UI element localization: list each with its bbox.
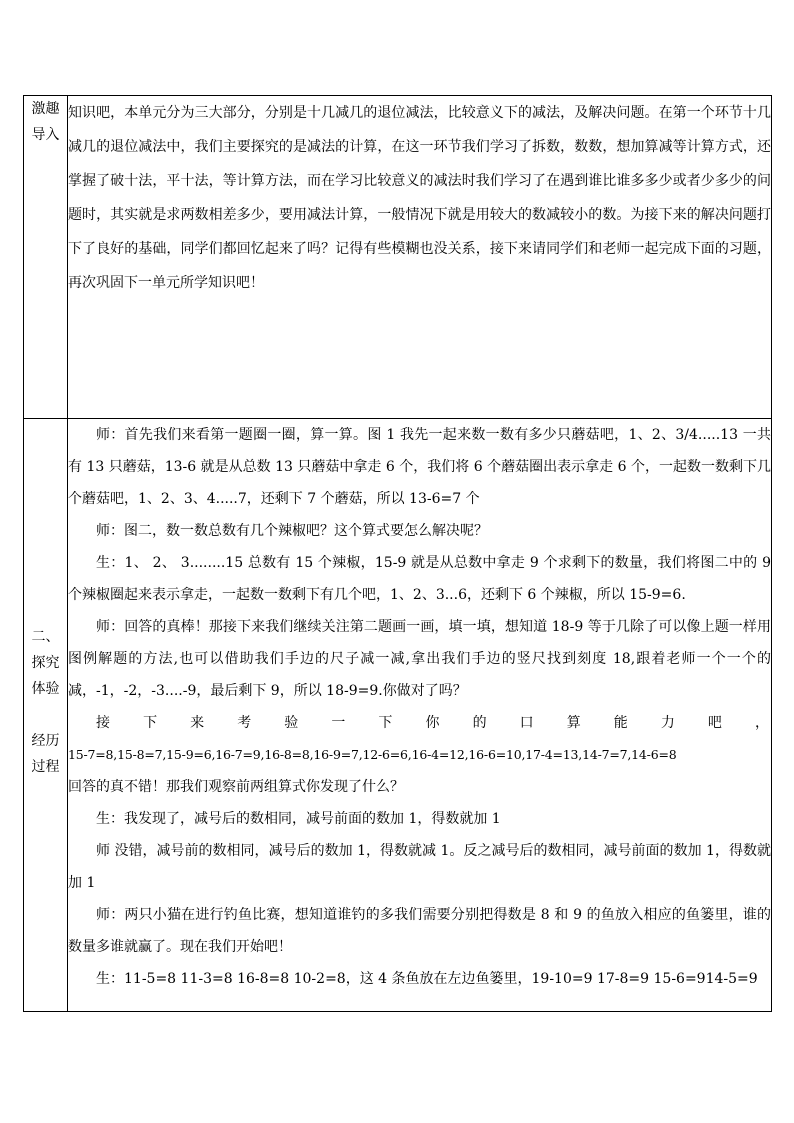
label-line: 体验 bbox=[31, 681, 60, 697]
label-line: 二、 bbox=[31, 629, 60, 645]
intro-paragraph: 知识吧，本单元分为三大部分，分别是十几减几的退位减法，比较意义下的减法，及解决问题。在第一个环节十几减几的退位减法中，我们主要探究的是减法的计算，在这一环节我们学习了拆数，数数，想加算减等计算方式，还掌握了破十法，平十法，等计算方法，而在学习比较意义的减法时我们学习了在遇到谁比谁多多少或者少多少的问题时，其实就是求两数相差多少，要用减法计算，一般情况下就是用较大的数减较小的数。为接下来的解决问题打下了良好的基础，同学们都回忆起来了吗？记得有些模糊也没关系，接下来请同学们和老师一起完成下面的习题，再次巩固下一单元所学知识吧！ bbox=[68, 105, 771, 291]
teacher-paragraph-3: 师：回答的真棒！那接下来我们继续关注第二题画一画，填一填，想知道 18-9 等于几除了可以像上题一样用图例解题的方法,也可以借助我们手边的尺子减一减,拿出我们手边的竖尺找到刻度 18,跟着老师一个一个的减，-1，-2，-3....-9，最后剩下 9，所以 18-9=9.你做对了吗？ bbox=[68, 619, 771, 699]
section-explore-content bbox=[68, 419, 772, 1012]
section-intro-content bbox=[68, 96, 772, 419]
lesson-plan-table bbox=[23, 95, 772, 1012]
student-paragraph-2: 生：我发现了，减号后的数相同，减号前面的数加 1，得数就加 1 bbox=[96, 811, 501, 827]
label-line: 导入 bbox=[31, 127, 60, 143]
teacher-paragraph-6: 师：两只小猫在进行钓鱼比赛，想知道谁钓的多我们需要分别把得数是 8 和 9 的鱼放入相应的鱼篓里，谁的数量多谁就赢了。现在我们开始吧！ bbox=[68, 907, 771, 955]
student-paragraph-1: 生：1、 2、 3........15 总数有 15 个辣椒，15-9 就是从总数中拿走 9 个求剩下的数量，我们将图二中的 9 个辣椒圈起来表示拿走，一起数一数剩下有几个吧，1、2、3...6，还剩下 6 个辣椒，所以 15-9=6. bbox=[68, 555, 771, 603]
section-intro-row bbox=[24, 96, 772, 419]
label-line: 激趣 bbox=[31, 101, 60, 117]
label-line: 探究 bbox=[31, 655, 60, 671]
label-line: 过程 bbox=[31, 759, 60, 775]
section-explore-label bbox=[24, 419, 68, 1012]
student-paragraph-3: 生：11-5=8 11-3=8 16-8=8 10-2=8，这 4 条鱼放在左边鱼篓里，19-10=9 17-8=9 15-6=914-5=9 bbox=[96, 971, 758, 987]
mental-math-intro: 接下来考验一下你的口算能力吧， bbox=[96, 715, 771, 731]
section-explore-row bbox=[24, 419, 772, 1012]
teacher-paragraph-5: 师 没错，减号前的数相同，减号后的数加 1，得数就减 1。反之减号后的数相同，减号前面的数加 1，得数就加 1 bbox=[68, 843, 771, 891]
teacher-paragraph-1: 师：首先我们来看第一题圈一圈，算一算。图 1 我先一起来数一数有多少只蘑菇吧，1、2、3/4.....13 一共有 13 只蘑菇，13-6 就是从总数 13 只蘑菇中拿走 6 个，我们将 6 个蘑菇圈出表示拿走 6 个，一起数一数剩下几个蘑菇吧，1、2、3、4.....7，还剩下 7 个蘑菇，所以 13-6=7 个 bbox=[68, 427, 771, 507]
teacher-paragraph-2: 师：图二，数一数总数有几个辣椒吧？这个算式要怎么解决呢？ bbox=[96, 523, 488, 539]
section-intro-label bbox=[24, 96, 68, 419]
teacher-paragraph-4: 回答的真不错！那我们观察前两组算式你发现了什么？ bbox=[68, 779, 404, 795]
mental-math-equations: 15-7=8,15-8=7,15-9=6,16-7=9,16-8=8,16-9=7,12-6=6,16-4=12,16-6=10,17-4=13,14-7=7,14-6=8 bbox=[68, 747, 677, 762]
label-line: 经历 bbox=[31, 733, 60, 749]
label-spacer bbox=[24, 702, 67, 728]
